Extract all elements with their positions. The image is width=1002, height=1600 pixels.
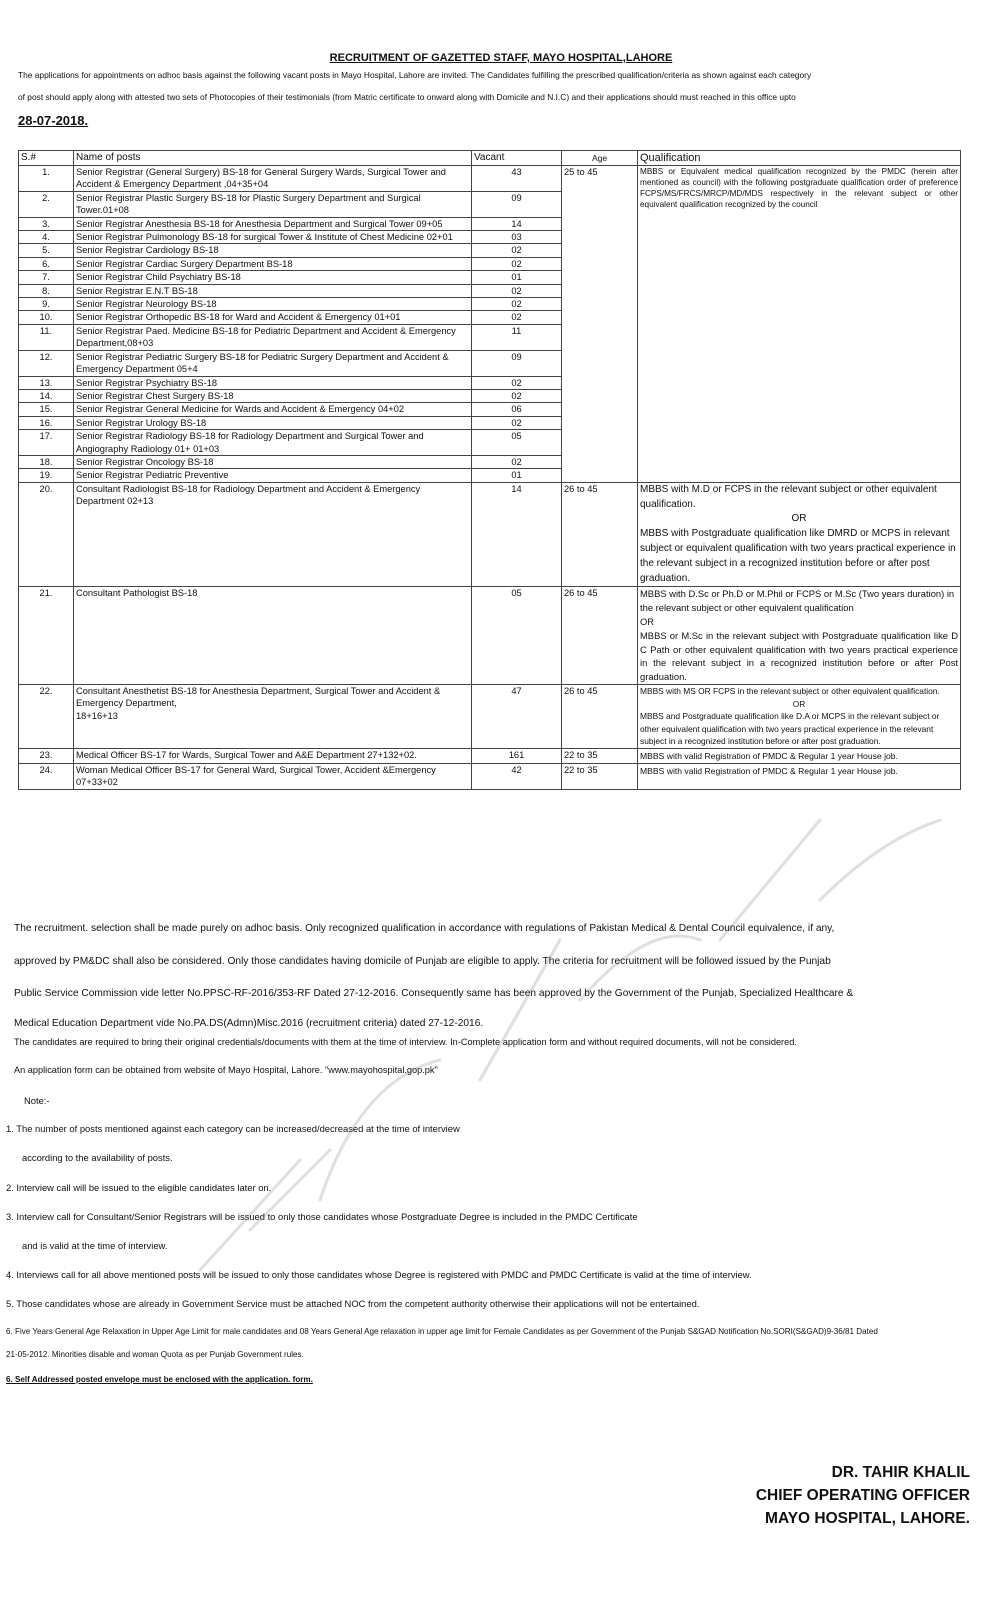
age-range: 22 to 35 (562, 748, 638, 763)
vacant-count: 03 (472, 231, 562, 244)
post-name: Senior Registrar E.N.T BS-18 (74, 284, 472, 297)
post-name: Consultant Radiologist BS-18 for Radiology Department and Accident & Emergency Department 02+13 (74, 482, 472, 587)
header-age: Age (562, 151, 638, 166)
row-number: 17. (19, 430, 74, 456)
row-number: 8. (19, 284, 74, 297)
vacant-count: 02 (472, 257, 562, 270)
recruitment-paragraph-3: Public Service Commission vide letter No.PPSC-RF-2016/353-RF Dated 27-12-2016. Consequently same has been approved by the Government of the Punjab, Specialized Healthcare & (14, 988, 854, 999)
row-number: 4. (19, 231, 74, 244)
table-row (19, 763, 961, 789)
post-name: Senior Registrar Cardiac Surgery Department BS-18 (74, 257, 472, 270)
note-envelope: 6. Self Addressed posted envelope must be enclosed with the application. form. (6, 1375, 313, 1384)
row-number: 1. (19, 166, 74, 192)
note-5: 5. Those candidates whose are already in Government Service must be attached NOC from the competent authority otherwise their applications will not be entertained. (6, 1298, 700, 1309)
row-number: 2. (19, 191, 74, 217)
note-4: 4. Interviews call for all above mentioned posts will be issued to only those candidates whose Degree is registered with PMDC and PMDC Certificate is valid at the time of interview. (6, 1269, 752, 1280)
row-number: 21. (19, 587, 74, 685)
age-range: 26 to 45 (562, 684, 638, 748)
row-number: 5. (19, 244, 74, 257)
signatory-designation: CHIEF OPERATING OFFICER (755, 1487, 970, 1504)
qualification-text: OR (640, 615, 655, 627)
qualification-text: MBBS or M.Sc in the relevant subject with Postgraduate qualification like D C Path or other equivalent qualification with two years practical experience in the relevant subject in a recognized institution before or after Post graduation. (640, 629, 958, 683)
vacant-count: 02 (472, 455, 562, 468)
post-name: Consultant Pathologist BS-18 (74, 587, 472, 685)
page-title: RECRUITMENT OF GAZETTED STAFF, MAYO HOSPITAL,LAHORE (329, 52, 673, 64)
row-number: 12. (19, 350, 74, 376)
row-number: 22. (19, 684, 74, 748)
row-number: 24. (19, 763, 74, 789)
qualification-text: MBBS with D.Sc or Ph.D or M.Phil or FCPS or M.Sc (Two years duration) in the relevant subject or other equivalent qualification (640, 588, 955, 614)
post-name: Senior Registrar Child Psychiatry BS-18 (74, 271, 472, 284)
recruitment-paragraph-2: approved by PM&DC shall also be considered. Only those candidates having domicile of Punjab are eligible to apply. The criteria for recruitment will be followed issued by the Punjab (14, 956, 831, 967)
row-number: 16. (19, 416, 74, 429)
row-number: 23. (19, 748, 74, 763)
vacant-count: 02 (472, 389, 562, 402)
note-3-continued: and is valid at the time of interview. (22, 1240, 168, 1251)
vacant-count: 42 (472, 763, 562, 789)
row-number: 11. (19, 324, 74, 350)
qualification-woman-medical-officer (638, 763, 961, 789)
row-number: 15. (19, 403, 74, 416)
post-name: Woman Medical Officer BS-17 for General Ward, Surgical Tower, Accident &Emergency 07+33+02 (74, 763, 472, 789)
qualification-anesthetist (638, 684, 961, 748)
note-2: 2. Interview call will be issued to the eligible candidates later on. (6, 1182, 272, 1193)
signatory-name: DR. TAHIR KHALIL (831, 1464, 970, 1481)
note-6: 6. Five Years General Age Relaxation in Upper Age Limit for male candidates and 08 Years General Age relaxation in upper age limit for Female Candidates as per Government of the Punjab S&GAD Notification No.SORI(S&GAD)9-36/81 Dated (6, 1327, 878, 1336)
qualification-senior-registrar (638, 166, 961, 483)
table-body (19, 166, 961, 790)
signatory-office: MAYO HOSPITAL, LAHORE. (765, 1510, 970, 1527)
post-name: Consultant Anesthetist BS-18 for Anesthesia Department, Surgical Tower and Accident & Emergency Department, 18+16+13 (74, 684, 472, 748)
vacancy-table (18, 150, 961, 790)
post-name: Senior Registrar Plastic Surgery BS-18 for Plastic Surgery Department and Surgical Tower.01+08 (74, 191, 472, 217)
table-row (19, 166, 961, 192)
post-name: Senior Registrar (General Surgery) BS-18 for General Surgery Wards, Surgical Tower and Accident & Emergency Department ,04+35+04 (74, 166, 472, 192)
qualification-text: MBBS with Postgraduate qualification like DMRD or MCPS in relevant subject or equivalent qualification with two years practical experience in the relevant subject in a recognized institution before or after post graduation. (640, 528, 956, 584)
table-row (19, 684, 961, 748)
vacant-count: 09 (472, 191, 562, 217)
qualification-text: MBBS with M.D or FCPS in the relevant subject or other equivalent qualification. (640, 483, 937, 510)
qualification-text: MBBS and Postgraduate qualification like D.A or MCPS in the relevant subject or other equivalent qualification with two years practical experience in the relevant subject in a recognized institution before or after post graduation. (640, 711, 940, 747)
qualification-text: MBBS or Equivalent medical qualification recognized by the PMDC (herein after mentioned as council) with the following postgraduate qualification order of preference FCPS/MS/FRCS/MRCP/MD/MDS respectively in the relevant subject or other equivalent qualification recognized by the council (640, 167, 958, 209)
note-3: 3. Interview call for Consultant/Senior Registrars will be issued to only those candidates whose Postgraduate Degree is included in the PMDC Certificate (6, 1211, 638, 1222)
vacant-count: 02 (472, 376, 562, 389)
post-name: Senior Registrar Anesthesia BS-18 for Anesthesia Department and Surgical Tower 09+05 (74, 217, 472, 230)
note-6-continued: 21-05-2012. Minorities disable and woman Quota as per Punjab Government rules. (6, 1350, 304, 1359)
application-form-paragraph: An application form can be obtained from website of Mayo Hospital, Lahore. "www.mayohospital.gop.pk" (14, 1065, 438, 1075)
table-row (19, 587, 961, 685)
post-name: Senior Registrar Paed. Medicine BS-18 for Pediatric Department and Accident & Emergency Department,08+03 (74, 324, 472, 350)
credentials-paragraph: The candidates are required to bring their original credentials/documents with them at the time of interview. In-Complete application form and without required documents, will not be considered. (14, 1037, 797, 1047)
row-number: 9. (19, 298, 74, 311)
post-name: Senior Registrar Pulmonology BS-18 for surgical Tower & Institute of Chest Medicine 02+01 (74, 231, 472, 244)
post-name: Senior Registrar Neurology BS-18 (74, 298, 472, 311)
age-range: 22 to 35 (562, 763, 638, 789)
signature-block (756, 1461, 970, 1530)
row-number: 6. (19, 257, 74, 270)
note-1-continued: according to the availability of posts. (22, 1152, 173, 1163)
qualification-pathologist (638, 587, 961, 685)
post-name: Senior Registrar Pediatric Preventive (74, 469, 472, 482)
row-number: 14. (19, 389, 74, 402)
row-number: 10. (19, 311, 74, 324)
note-1: 1. The number of posts mentioned against each category can be increased/decreased at the time of interview (6, 1123, 460, 1134)
recruitment-paragraph-4: Medical Education Department vide No.PA.DS(Admn)Misc.2016 (recruitment criteria) dated 27-12-2016. (14, 1018, 484, 1029)
row-number: 13. (19, 376, 74, 389)
vacant-count: 11 (472, 324, 562, 350)
header-name: Name of posts (74, 151, 472, 166)
vacant-count: 02 (472, 298, 562, 311)
intro-line-2: of post should apply along with attested two sets of Photocopies of their testimonials (from Matric certificate to onward along with Domicile and N.I.C) and their applications should must reached in this office upto (18, 92, 796, 102)
recruitment-paragraph-1: The recruitment. selection shall be made purely on adhoc basis. Only recognized qualification in accordance with regulations of Pakistan Medical & Dental Council equivalence, if any, (14, 923, 835, 934)
post-name: Senior Registrar Psychiatry BS-18 (74, 376, 472, 389)
post-name: Senior Registrar Oncology BS-18 (74, 455, 472, 468)
row-number: 20. (19, 482, 74, 587)
post-name: Senior Registrar Chest Surgery BS-18 (74, 389, 472, 402)
deadline-date: 28-07-2018. (18, 113, 89, 128)
qualification-text: OR (792, 698, 806, 709)
post-name: Senior Registrar General Medicine for Wards and Accident & Emergency 04+02 (74, 403, 472, 416)
header-vacant: Vacant (472, 151, 562, 166)
vacant-count: 14 (472, 482, 562, 587)
post-name: Senior Registrar Pediatric Surgery BS-18 for Pediatric Surgery Department and Accident & Emergency Department 05+4 (74, 350, 472, 376)
post-name: Senior Registrar Orthopedic BS-18 for Ward and Accident & Emergency 01+01 (74, 311, 472, 324)
vacant-count: 43 (472, 166, 562, 192)
age-range: 26 to 45 (562, 482, 638, 587)
vacant-count: 05 (472, 430, 562, 456)
vacant-count: 06 (472, 403, 562, 416)
note-heading: Note:- (24, 1095, 50, 1106)
row-number: 19. (19, 469, 74, 482)
qualification-text: MBBS with valid Registration of PMDC & Regular 1 year House job. (640, 750, 898, 761)
vacant-count: 01 (472, 271, 562, 284)
vacant-count: 14 (472, 217, 562, 230)
row-number: 18. (19, 455, 74, 468)
vacant-count: 161 (472, 748, 562, 763)
qualification-text: OR (791, 513, 807, 525)
post-name: Senior Registrar Urology BS-18 (74, 416, 472, 429)
vacant-count: 02 (472, 284, 562, 297)
row-number: 7. (19, 271, 74, 284)
qualification-text: MBBS with MS OR FCPS in the relevant subject or other equivalent qualification. (640, 685, 940, 696)
age-range: 26 to 45 (562, 587, 638, 685)
intro-line-1: The applications for appointments on adhoc basis against the following vacant posts in Mayo Hospital, Lahore are invited. The Candidates fulfilling the prescribed qualification/criteria as shown against each category (18, 70, 812, 80)
post-name: Senior Registrar Cardiology BS-18 (74, 244, 472, 257)
table-row (19, 748, 961, 763)
vacant-count: 05 (472, 587, 562, 685)
vacant-count: 01 (472, 469, 562, 482)
header-qualification: Qualification (638, 151, 961, 166)
header-sn: S.# (19, 151, 74, 166)
vacant-count: 02 (472, 416, 562, 429)
vacant-count: 09 (472, 350, 562, 376)
vacant-count: 47 (472, 684, 562, 748)
qualification-radiologist (638, 482, 961, 587)
row-number: 3. (19, 217, 74, 230)
table-row (19, 482, 961, 587)
qualification-text: MBBS with valid Registration of PMDC & Regular 1 year House job. (640, 765, 898, 776)
vacant-count: 02 (472, 311, 562, 324)
age-range: 25 to 45 (562, 166, 638, 483)
table-header-row (19, 151, 961, 166)
qualification-medical-officer (638, 748, 961, 763)
post-name: Medical Officer BS-17 for Wards, Surgical Tower and A&E Department 27+132+02. (74, 748, 472, 763)
post-name: Senior Registrar Radiology BS-18 for Radiology Department and Surgical Tower and Angiography Radiology 01+ 01+03 (74, 430, 472, 456)
vacant-count: 02 (472, 244, 562, 257)
